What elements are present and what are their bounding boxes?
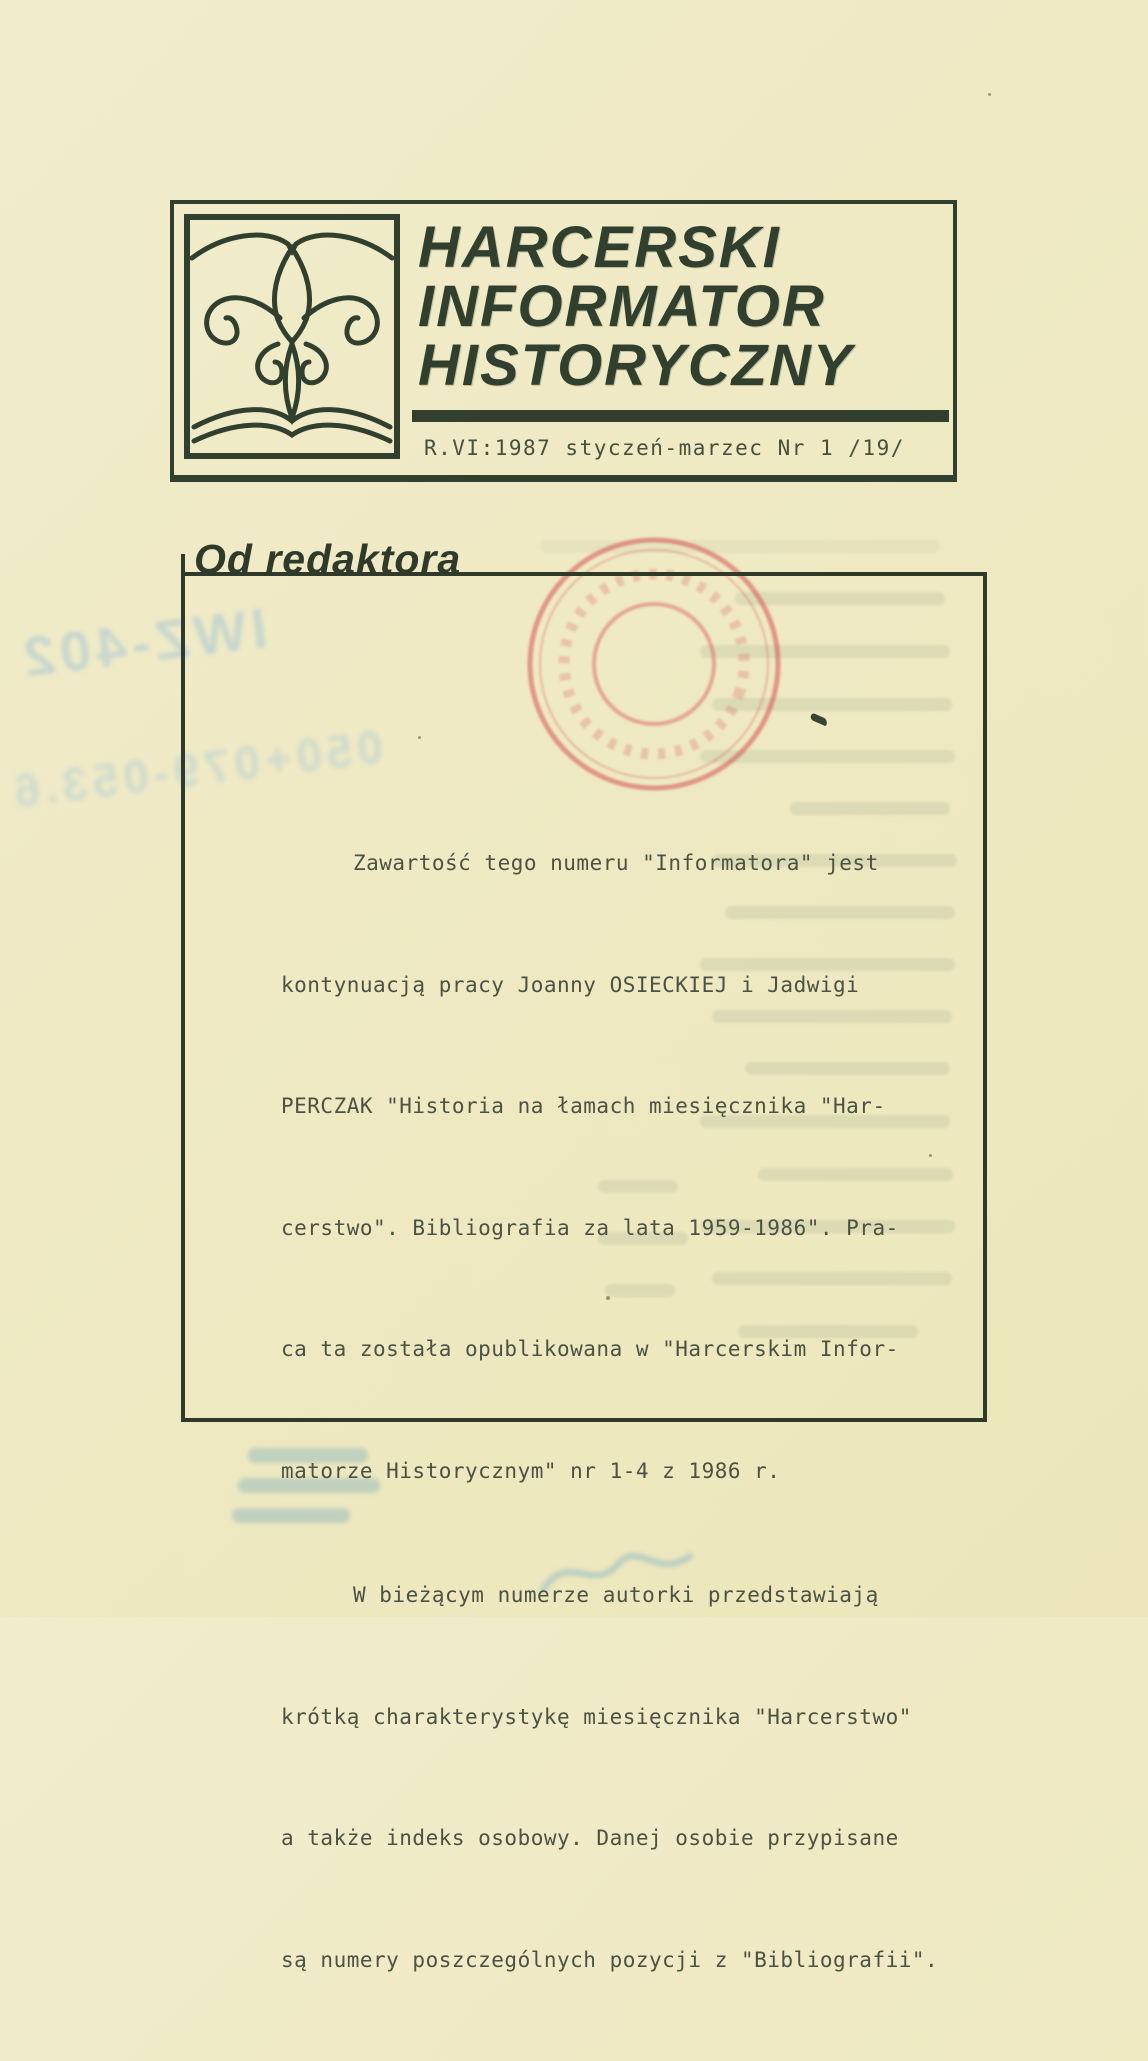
- issue-info: R.VI:1987 styczeń-marzec Nr 1 /19/: [424, 436, 905, 460]
- paper-speck: [988, 93, 991, 96]
- typewriter-line: ca ta została opublikowana w "Harcerskim Infor-: [281, 1337, 899, 1361]
- masthead-title-line: HISTORYCZNY: [418, 333, 854, 398]
- masthead-divider-bar: [412, 410, 949, 422]
- bleed-through-catalog-mark: IWZ-402: [15, 596, 271, 689]
- scout-lily-logo-icon: [184, 214, 400, 459]
- bleed-through-classification-mark: 050+079-053.6: [6, 720, 386, 818]
- typewriter-line: matorze Historycznym" nr 1-4 z 1986 r.: [281, 1458, 781, 1483]
- border-stub: [181, 554, 185, 574]
- masthead-title-line: HARCERSKI: [418, 215, 781, 280]
- typewriter-line: krótką charakterystykę miesięcznika "Harcerstwo": [281, 1704, 912, 1729]
- typewriter-line: są numery poszczególnych pozycji z "Bibliografii".: [281, 1947, 939, 1972]
- typewriter-line: cerstwo". Bibliografia za lata 1959-1986". Pra-: [281, 1215, 899, 1240]
- typewriter-line: PERCZAK "Historia na łamach miesięcznika "Har-: [281, 1094, 886, 1118]
- typewriter-line: W bieżącym numerze autorki przedstawiają: [353, 1583, 879, 1607]
- typewriter-line: Zawartość tego numeru "Informatora" jest: [353, 851, 879, 875]
- typewriter-line: a także indeks osobowy. Danej osobie przypisane: [281, 1826, 899, 1850]
- typewritten-text: [281, 762, 938, 2061]
- masthead-title: [418, 215, 854, 398]
- typewriter-line: kontynuacją pracy Joanny OSIECKIEJ i Jadwigi: [281, 972, 860, 997]
- article-heading: Od redaktora: [194, 536, 462, 582]
- masthead: [170, 200, 957, 482]
- masthead-title-line: INFORMATOR: [418, 274, 826, 339]
